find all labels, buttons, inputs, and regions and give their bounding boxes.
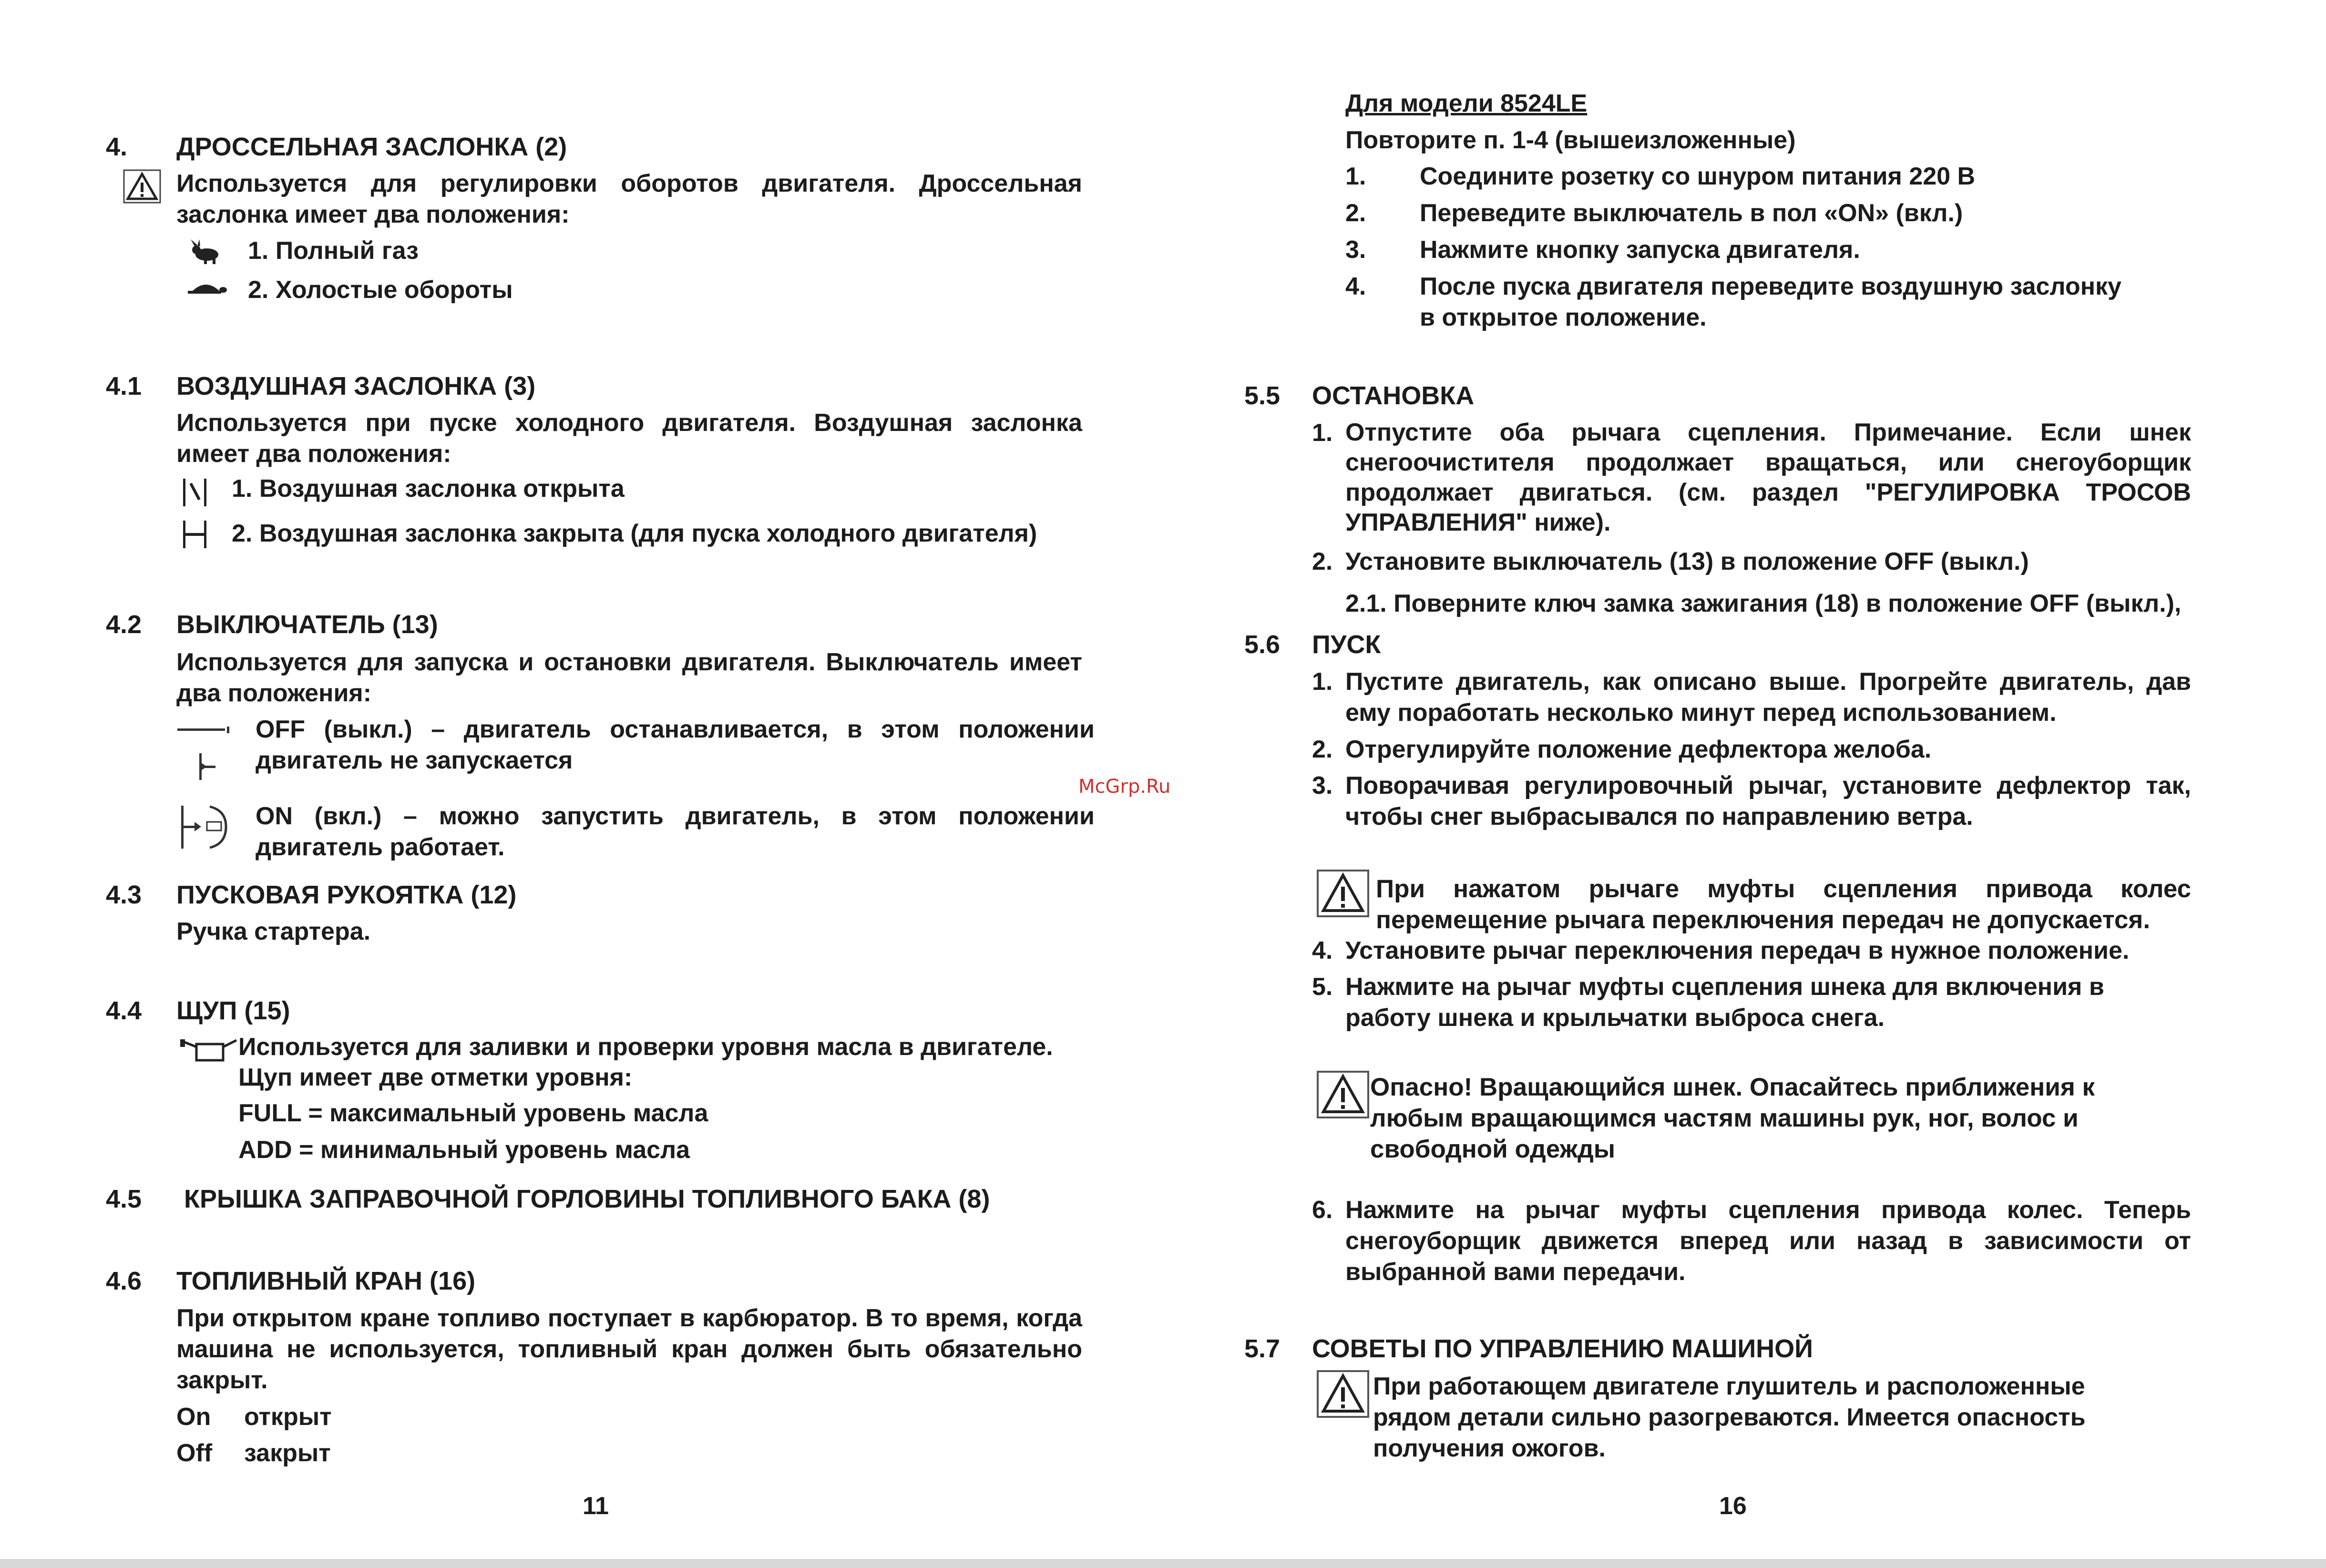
warning-muffler-text: При работающем двигателе глушитель и расположенные рядом детали сильно разогреваются. Имеется опасность получения ожогов. — [1373, 1373, 2086, 1462]
fuel-off-label: Off — [176, 1439, 213, 1467]
model-step-3-number: 3. — [1345, 236, 1366, 264]
start-item-2-number: 2. — [1312, 736, 1333, 763]
model-step-4: После пуска двигателя переведите воздушную заслонку в открытое положение. — [1420, 273, 2121, 331]
stop-item-1: Отпустите оба рычага сцепления. Примечание. Если шнек снегоочистителя продолжает вращаться, или снегоуборщик продолжает двигаться. (см. раздел "РЕГУЛИРОВКА ТРОСОВ УПРАВЛЕНИЯ" ниже). — [1345, 419, 2191, 536]
right-page-number: 16 — [1719, 1492, 1747, 1520]
section-4-6-text: При открытом кране топливо поступает в карбюратор. В то время, когда машина не используется, топливный кран должен быть обязательно закрыт. — [176, 1304, 1082, 1394]
section-4-6-number: 4.6 — [106, 1267, 142, 1295]
stop-item-2-number: 2. — [1312, 548, 1333, 575]
section-5-6-number: 5.6 — [1244, 630, 1281, 659]
scan-bottom-edge — [0, 1559, 2326, 1568]
start-item-2: Отрегулируйте положение дефлектора желоба. — [1345, 736, 1932, 763]
switch-off-icon — [177, 720, 230, 791]
section-4-1-title: ВОЗДУШНАЯ ЗАСЛОНКА (3) — [176, 372, 536, 400]
choke-option-1: 1. Воздушная заслонка открыта — [232, 475, 625, 502]
fuel-on-value: открыт — [244, 1403, 332, 1431]
choke-option-2: 2. Воздушная заслонка закрыта (для пуска холодного двигателя) — [232, 520, 1037, 547]
stop-item-2: Установите выключатель (13) в положение OFF (выкл.) — [1345, 548, 2029, 575]
section-4-4-number: 4.4 — [106, 996, 142, 1025]
section-4-5-number: 4.5 — [106, 1185, 142, 1213]
model-repeat: Повторите п. 1-4 (вышеизложенные) — [1345, 126, 1796, 154]
switch-on-text: ON (вкл.) – можно запустить двигатель, в этом положении двигатель работает. — [256, 802, 1095, 861]
section-4-5-title: КРЫШКА ЗАПРАВОЧНОЙ ГОРЛОВИНЫ ТОПЛИВНОГО БАКА (8) — [184, 1185, 990, 1213]
section-5-6-title: ПУСК — [1312, 630, 1381, 659]
section-4-2-text: Используется для запуска и остановки двигателя. Выключатель имеет два положения: — [176, 648, 1082, 707]
fuel-off-value: закрыт — [244, 1439, 331, 1467]
model-step-1: Соедините розетку со шнуром питания 220 В — [1420, 163, 1976, 190]
start-item-1: Пустите двигатель, как описано выше. Прогрейте двигатель, дав ему поработать несколько минут перед использованием. — [1345, 668, 2191, 727]
section-5-7-number: 5.7 — [1244, 1334, 1281, 1363]
model-heading: Для модели 8524LE — [1345, 90, 1588, 117]
start-item-5: Нажмите на рычаг муфты сцепления шнека для включения в работу шнека и крыльчатки выброса снега. — [1345, 973, 2104, 1032]
watermark: McGrp.Ru — [1078, 776, 1171, 798]
section-4-3-title: ПУСКОВАЯ РУКОЯТКА (12) — [176, 881, 517, 909]
section-4-3-number: 4.3 — [106, 881, 142, 909]
start-item-6-number: 6. — [1312, 1196, 1333, 1224]
section-5-5-title: ОСТАНОВКА — [1312, 381, 1475, 410]
start-item-1-number: 1. — [1312, 668, 1333, 696]
section-4-4-text-2: Щуп имеет две отметки уровня: — [238, 1064, 633, 1091]
dipstick-add: ADD = минимальный уровень масла — [238, 1136, 690, 1164]
section-4-4-text-1: Используется для заливки и проверки уровня масла в двигателе. — [238, 1033, 1053, 1061]
oil-can-icon — [180, 1035, 237, 1064]
model-step-3: Нажмите кнопку запуска двигателя. — [1420, 236, 1860, 264]
section-5-7-title: СОВЕТЫ ПО УПРАВЛЕНИЮ МАШИНОЙ — [1312, 1334, 1813, 1363]
start-item-3: Поворачивая регулировочный рычаг, установите дефлектор так, чтобы снег выбрасывался по направлению ветра. — [1345, 772, 2191, 830]
model-step-1-number: 1. — [1345, 163, 1366, 190]
section-4-4-title: ЩУП (15) — [176, 996, 290, 1025]
left-page-number: 11 — [583, 1492, 609, 1520]
section-4-2-title: ВЫКЛЮЧАТЕЛЬ (13) — [176, 610, 438, 639]
switch-on-icon — [180, 801, 233, 853]
stop-item-1-number: 1. — [1312, 419, 1333, 447]
section-4-1-number: 4.1 — [106, 372, 142, 400]
section-4-2-number: 4.2 — [106, 610, 142, 639]
warning-auger-text: Опасно! Вращающийся шнек. Опасайтесь приближения к любым вращающимся частям машины рук, ног, волос и свободной одежды — [1370, 1073, 2095, 1163]
warning-icon — [1317, 1370, 1369, 1418]
start-item-3-number: 3. — [1312, 772, 1333, 799]
stop-item-2-1: 2.1. Поверните ключ замка зажигания (18) в положение OFF (выкл.), — [1345, 590, 2182, 617]
start-item-5-number: 5. — [1312, 973, 1333, 1001]
section-4-number: 4. — [106, 133, 128, 161]
choke-open-icon — [180, 477, 210, 507]
throttle-option-2: 2. Холостые обороты — [248, 276, 513, 304]
model-step-2-number: 2. — [1345, 199, 1366, 227]
start-item-6: Нажмите на рычаг муфты сцепления привода колес. Теперь снегоуборщик движется вперед или назад в зависимости от выбранной вами передачи. — [1345, 1196, 2191, 1286]
section-5-5-number: 5.5 — [1244, 381, 1281, 410]
fuel-on-label: On — [176, 1403, 211, 1431]
warning-icon — [123, 169, 161, 204]
turtle-icon — [187, 280, 227, 297]
start-item-4: Установите рычаг переключения передач в нужное положение. — [1345, 937, 2130, 964]
section-4-6-title: ТОПЛИВНЫЙ КРАН (16) — [176, 1267, 476, 1295]
right-page — [1163, 0, 2326, 1568]
switch-off-text: OFF (выкл.) – двигатель останавливается, в этом положении двигатель не запускается — [256, 716, 1095, 774]
model-step-4-number: 4. — [1345, 273, 1366, 300]
warning-icon — [1317, 870, 1369, 917]
section-4-3-text: Ручка стартера. — [176, 918, 371, 945]
dipstick-full: FULL = максимальный уровень масла — [238, 1099, 708, 1127]
warning-clutch-text: При нажатом рычаге муфты сцепления привода колес перемещение рычага переключения передач не допускается. — [1376, 875, 2191, 934]
section-4-title: ДРОССЕЛЬНАЯ ЗАСЛОНКА (2) — [176, 133, 567, 161]
warning-icon — [1317, 1071, 1369, 1118]
model-step-2: Переведите выключатель в пол «ON» (вкл.) — [1420, 199, 1963, 227]
section-4-text: Используется для регулировки оборотов двигателя. Дроссельная заслонка имеет два положения: — [176, 170, 1082, 228]
throttle-option-1: 1. Полный газ — [248, 237, 419, 265]
start-item-4-number: 4. — [1312, 937, 1333, 964]
rabbit-icon — [187, 239, 225, 264]
section-4-1-text: Используется при пуске холодного двигателя. Воздушная заслонка имеет два положения: — [176, 409, 1082, 468]
choke-closed-icon — [180, 519, 210, 549]
